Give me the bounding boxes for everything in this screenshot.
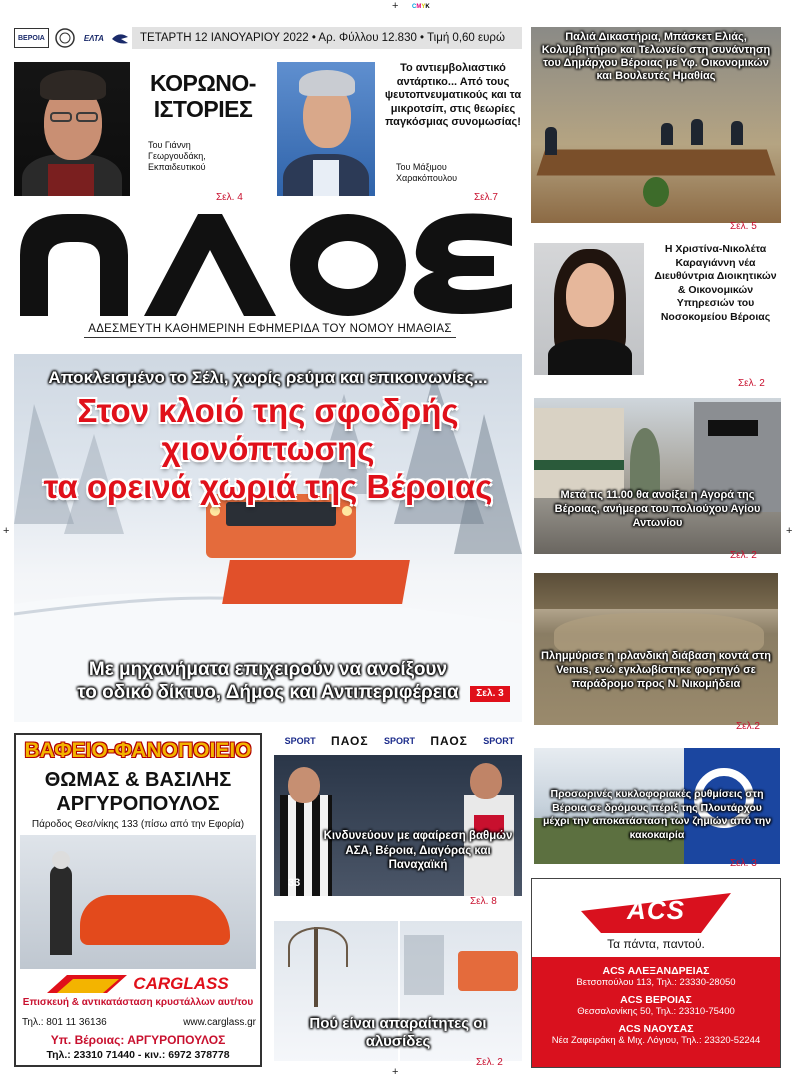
right-story-3-page[interactable]: Σελ. 2 [730, 550, 757, 561]
acs-branch-name: ACS ΝΑΟΥΣΑΣ [618, 1023, 694, 1035]
page-ref-col2[interactable]: Σελ.7 [474, 192, 498, 203]
masthead-logo[interactable] [16, 210, 516, 316]
acs-branches [532, 957, 780, 1068]
right-story-3-photo[interactable] [534, 398, 781, 554]
acs-slogan: Τα πάντα, παντού. [607, 937, 705, 951]
right-story-3-text: Μετά τις 11.00 θα ανοίξει η Αγορά της Βέροιας, ανήμερα του πολιούχου Αγίου Αντωνίου [554, 489, 761, 529]
ad-carglass-logo [20, 973, 256, 995]
right-story-4-text: Πλημμύρισε η ιρλανδική διάβαση κοντά στη Venus, ενώ εγκλωβίστηκε φορτηγό σε παράδρομο προς Ν. Νικομήδεια [541, 650, 771, 690]
page-ref-col1[interactable]: Σελ. 4 [216, 192, 243, 203]
ad-address: Πάροδος Θεσ/νίκης 133 (πίσω από την Εφορία) [31, 819, 245, 830]
main-kicker: Αποκλεισμένο το Σέλι, χωρίς ρεύμα και επικοινωνίες... [48, 368, 488, 387]
ad-title: ΒΑΦΕΙΟ-ΦΑΝΟΠΟΙΕΙΟ [24, 739, 252, 762]
ad-web[interactable]: www.carglass.gr [183, 1017, 256, 1028]
jersey-number: 33 [288, 877, 301, 889]
byline-georgoudakis [148, 140, 268, 173]
main-page-ref[interactable]: Σελ. 3 [470, 686, 510, 702]
registration-mark-bottom: + [392, 1066, 399, 1078]
ad-surname: ΑΡΓΥΡΟΠΟΥΛΟΣ [56, 793, 220, 815]
right-story-1-page[interactable]: Σελ. 5 [730, 221, 757, 232]
ad-branch: Υπ. Βέροιας: ΑΡΓΥΡΟΠΟΥΛΟΣ [50, 1033, 226, 1047]
ad-vafeio-fanopoieio[interactable] [14, 733, 262, 1067]
registration-mark-left: + [3, 525, 10, 537]
right-story-1-photo[interactable] [531, 27, 781, 223]
column-title-line1: ΚΟΡΩΝΟ- [150, 70, 256, 96]
ad-phone2: Τηλ.: 23310 71440 - κιν.: 6972 378778 [46, 1049, 230, 1061]
byline-line3: Εκπαιδευτικού [148, 162, 206, 172]
main-subheadline [14, 658, 522, 704]
city-logo: ΒΕΡΟΙΑ [14, 28, 49, 48]
acs-branch-info: Βετσοπούλου 113, Τηλ.: 23330-28050 [576, 977, 736, 988]
main-story-photo[interactable] [14, 354, 522, 722]
byline-line2: Γεωργουδάκη, [148, 151, 206, 161]
sport-label: SPORT [483, 736, 515, 746]
sport-story-2-page[interactable]: Σελ. 2 [476, 1057, 503, 1068]
column-title-koronoistories[interactable] [138, 70, 268, 122]
right-story-2-page[interactable]: Σελ. 2 [738, 378, 765, 389]
seal-icon [53, 28, 77, 48]
snowplow-blade [222, 560, 410, 604]
right-story-4-photo[interactable] [534, 573, 778, 725]
sport-story-2-text: Πού είναι απαραίτητες οι αλυσίδες [309, 1015, 487, 1050]
sport-story-2-photo[interactable] [274, 921, 522, 1061]
sport-label: SPORT [284, 736, 316, 746]
registration-mark-top: + [392, 0, 399, 12]
byline-line2: Χαρακόπουλου [396, 173, 458, 183]
ad-names: ΘΩΜΑΣ & ΒΑΣΙΛΗΣ [44, 769, 232, 791]
acs-logo-text: ACS [627, 895, 685, 925]
sport-story-1-text: Κινδυνεύουν με αφαίρεση βαθμών ΑΣΑ, Βέροια, Διαγόρας και Παναχαϊκή [323, 830, 513, 871]
ad-phone1: Τηλ.: 801 11 36136 [22, 1017, 107, 1028]
ad-acs[interactable] [531, 878, 781, 1068]
sport-strip [277, 733, 522, 749]
masthead-letters [16, 210, 516, 316]
acs-branch-info: Θεσσαλονίκης 50, Τηλ.: 23310-75400 [577, 1006, 735, 1017]
right-story-2-photo[interactable] [534, 243, 644, 375]
acs-branch-name: ACS ΑΛΕΞΑΝΔΡΕΙΑΣ [602, 965, 710, 977]
main-headline-line2: τα ορεινά χωριά της Βέροιας [43, 468, 493, 505]
main-sub-line1: Με μηχανήματα επιχειρούν να ανοίξουν [88, 659, 448, 680]
sport-brand: ΠΑΟΣ [430, 734, 468, 748]
ad-paint-booth-photo [20, 835, 256, 969]
right-story-5-page[interactable]: Σελ. 3 [730, 858, 757, 869]
sport-brand: ΠΑΟΣ [331, 734, 369, 748]
right-story-2-text[interactable]: Η Χριστίνα-Νικολέτα Καραγιάννη νέα Διευθύντρια Διοικητικών & Οικονομικών Υπηρεσιών του Νοσοκομείου Βέροιας [654, 243, 777, 323]
right-story-5-photo[interactable] [534, 748, 780, 864]
main-headline[interactable] [14, 392, 522, 506]
author-photo-charakopoulos[interactable] [277, 62, 375, 196]
column2-teaser[interactable]: Το αντιεμβολιαστικό αντάρτικο... Από τους ψευτοπνευματικούς και τα μικροτσίπ, στις θεωρίες παγκόσμιας συνομωσίας! [384, 62, 522, 128]
sport-story-1-photo[interactable] [274, 755, 522, 896]
right-story-5-text: Προσωρινές κυκλοφοριακές ρυθμίσεις στη Βέροια σε δρόμους πέριξ της Πλουτάρχου μέχρι την αποκατάσταση των ζημιών από την κακοκαιρία [542, 788, 772, 841]
dateline: ΤΕΤΑΡΤΗ 12 ΙΑΝΟΥΑΡΙΟΥ 2022 • Αρ. Φύλλου 12.830 • Τιμή 0,60 ευρώ [132, 27, 522, 49]
right-story-4-page[interactable]: Σελ.2 [736, 721, 760, 732]
registration-mark-right: + [786, 525, 793, 537]
byline-line1: Του Γιάννη [148, 140, 191, 150]
byline-line1: Του Μάξιμου [396, 162, 447, 172]
main-sub-line2: το οδικό δίκτυο, Δήμος και Αντιπεριφέρεια [77, 682, 459, 703]
cmyk-strip: CMYK [412, 4, 430, 10]
acs-branch-info: Νέα Ζαφειράκη & Μιχ. Λόγιου, Τηλ.: 23320-52244 [551, 1035, 761, 1046]
header-logos [14, 27, 132, 49]
column-title-line2: ΙΣΤΟΡΙΕΣ [153, 96, 253, 122]
carglass-stripes-icon [47, 975, 127, 993]
elta-logo: ΕΛΤΑ [83, 33, 104, 43]
masthead-subtitle: ΑΔΕΣΜΕΥΤΗ ΚΑΘΗΜΕΡΙΝΗ ΕΦΗΜΕΡΙΔΑ ΤΟΥ ΝΟΜΟΥ ΗΜΑΘΙΑΣ [84, 323, 456, 338]
carglass-brand: CARGLASS [133, 974, 229, 993]
author-photo-georgoudakis[interactable] [14, 62, 130, 196]
ad-service: Επισκευή & αντικατάσταση κρυστάλλων αυτ/του [22, 997, 254, 1008]
byline-charakopoulos [396, 162, 516, 184]
main-headline-line1: Στον κλοιό της σφοδρής χιονόπτωσης [77, 392, 459, 467]
sport-story-1-page[interactable]: Σελ. 8 [470, 896, 497, 907]
acs-branch-name: ACS ΒΕΡΟΙΑΣ [620, 994, 692, 1006]
right-story-1-text: Παλιά Δικαστήρια, Μπάσκετ Ελιάς, Κολυμβητήριο και Τελωνείο στη συνάντηση του Δημάρχου Βέροιας με Υφ. Οικονομικών και Βουλευτές Ημαθίας [541, 31, 771, 82]
sport-label: SPORT [383, 736, 415, 746]
bird-icon [111, 31, 129, 45]
